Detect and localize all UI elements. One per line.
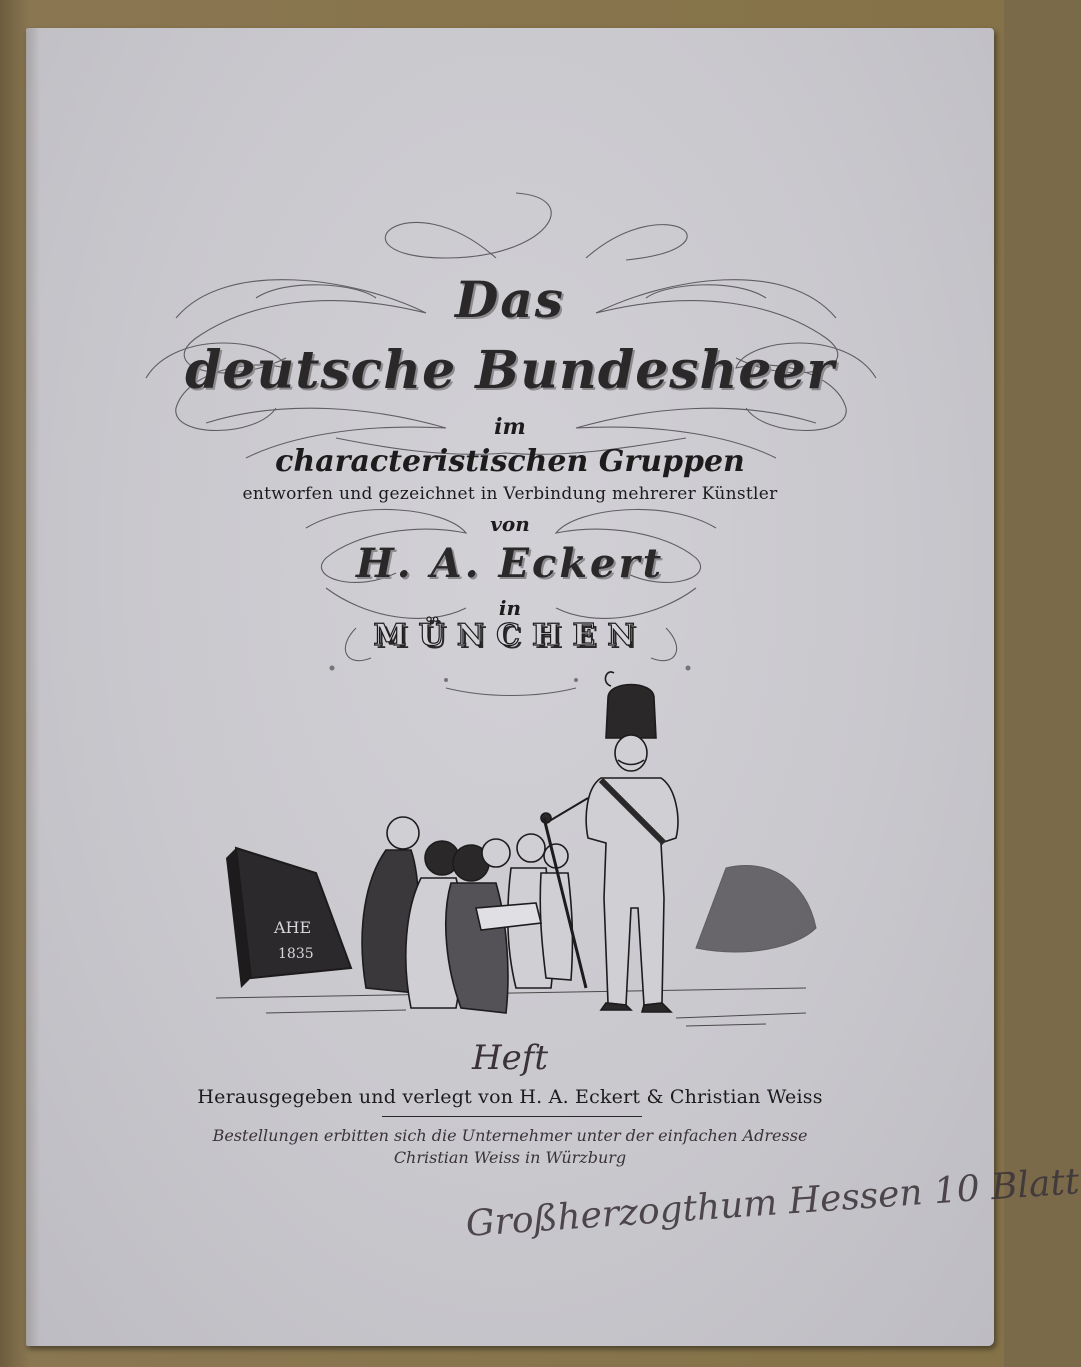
children-group bbox=[362, 817, 572, 1013]
author-name: H. A. Eckert bbox=[355, 540, 665, 587]
handwritten-note: Großherzogthum Hessen 10 Blatt bbox=[464, 1161, 1081, 1245]
slate-board bbox=[226, 848, 351, 988]
title-das: Das bbox=[455, 270, 565, 329]
divider-rule bbox=[382, 1116, 642, 1117]
subtitle: characteristischen Gruppen bbox=[275, 444, 745, 479]
soldier-illustration bbox=[206, 668, 826, 1048]
heft-label: Heft bbox=[471, 1038, 549, 1078]
cover-page bbox=[26, 28, 1081, 1346]
credit-line: entworfen und gezeichnet in Verbindung mehrerer Künstler bbox=[242, 484, 778, 504]
title-im: im bbox=[494, 414, 526, 440]
board-text-2: 1835 bbox=[278, 946, 314, 962]
in-label: in bbox=[498, 596, 522, 620]
title-main: deutsche Bundesheer bbox=[185, 340, 835, 401]
board-text-1: AHE bbox=[274, 918, 312, 937]
city-name: MÜNCHEN bbox=[373, 618, 647, 653]
von-label: von bbox=[490, 512, 530, 536]
order-line-2: Christian Weiss in Würzburg bbox=[393, 1148, 627, 1167]
order-line-1: Bestellungen erbitten sich die Unternehmer unter der einfachen Adresse bbox=[212, 1126, 808, 1145]
publisher-line: Herausgegeben und verlegt von H. A. Eckert & Christian Weiss bbox=[197, 1086, 823, 1108]
